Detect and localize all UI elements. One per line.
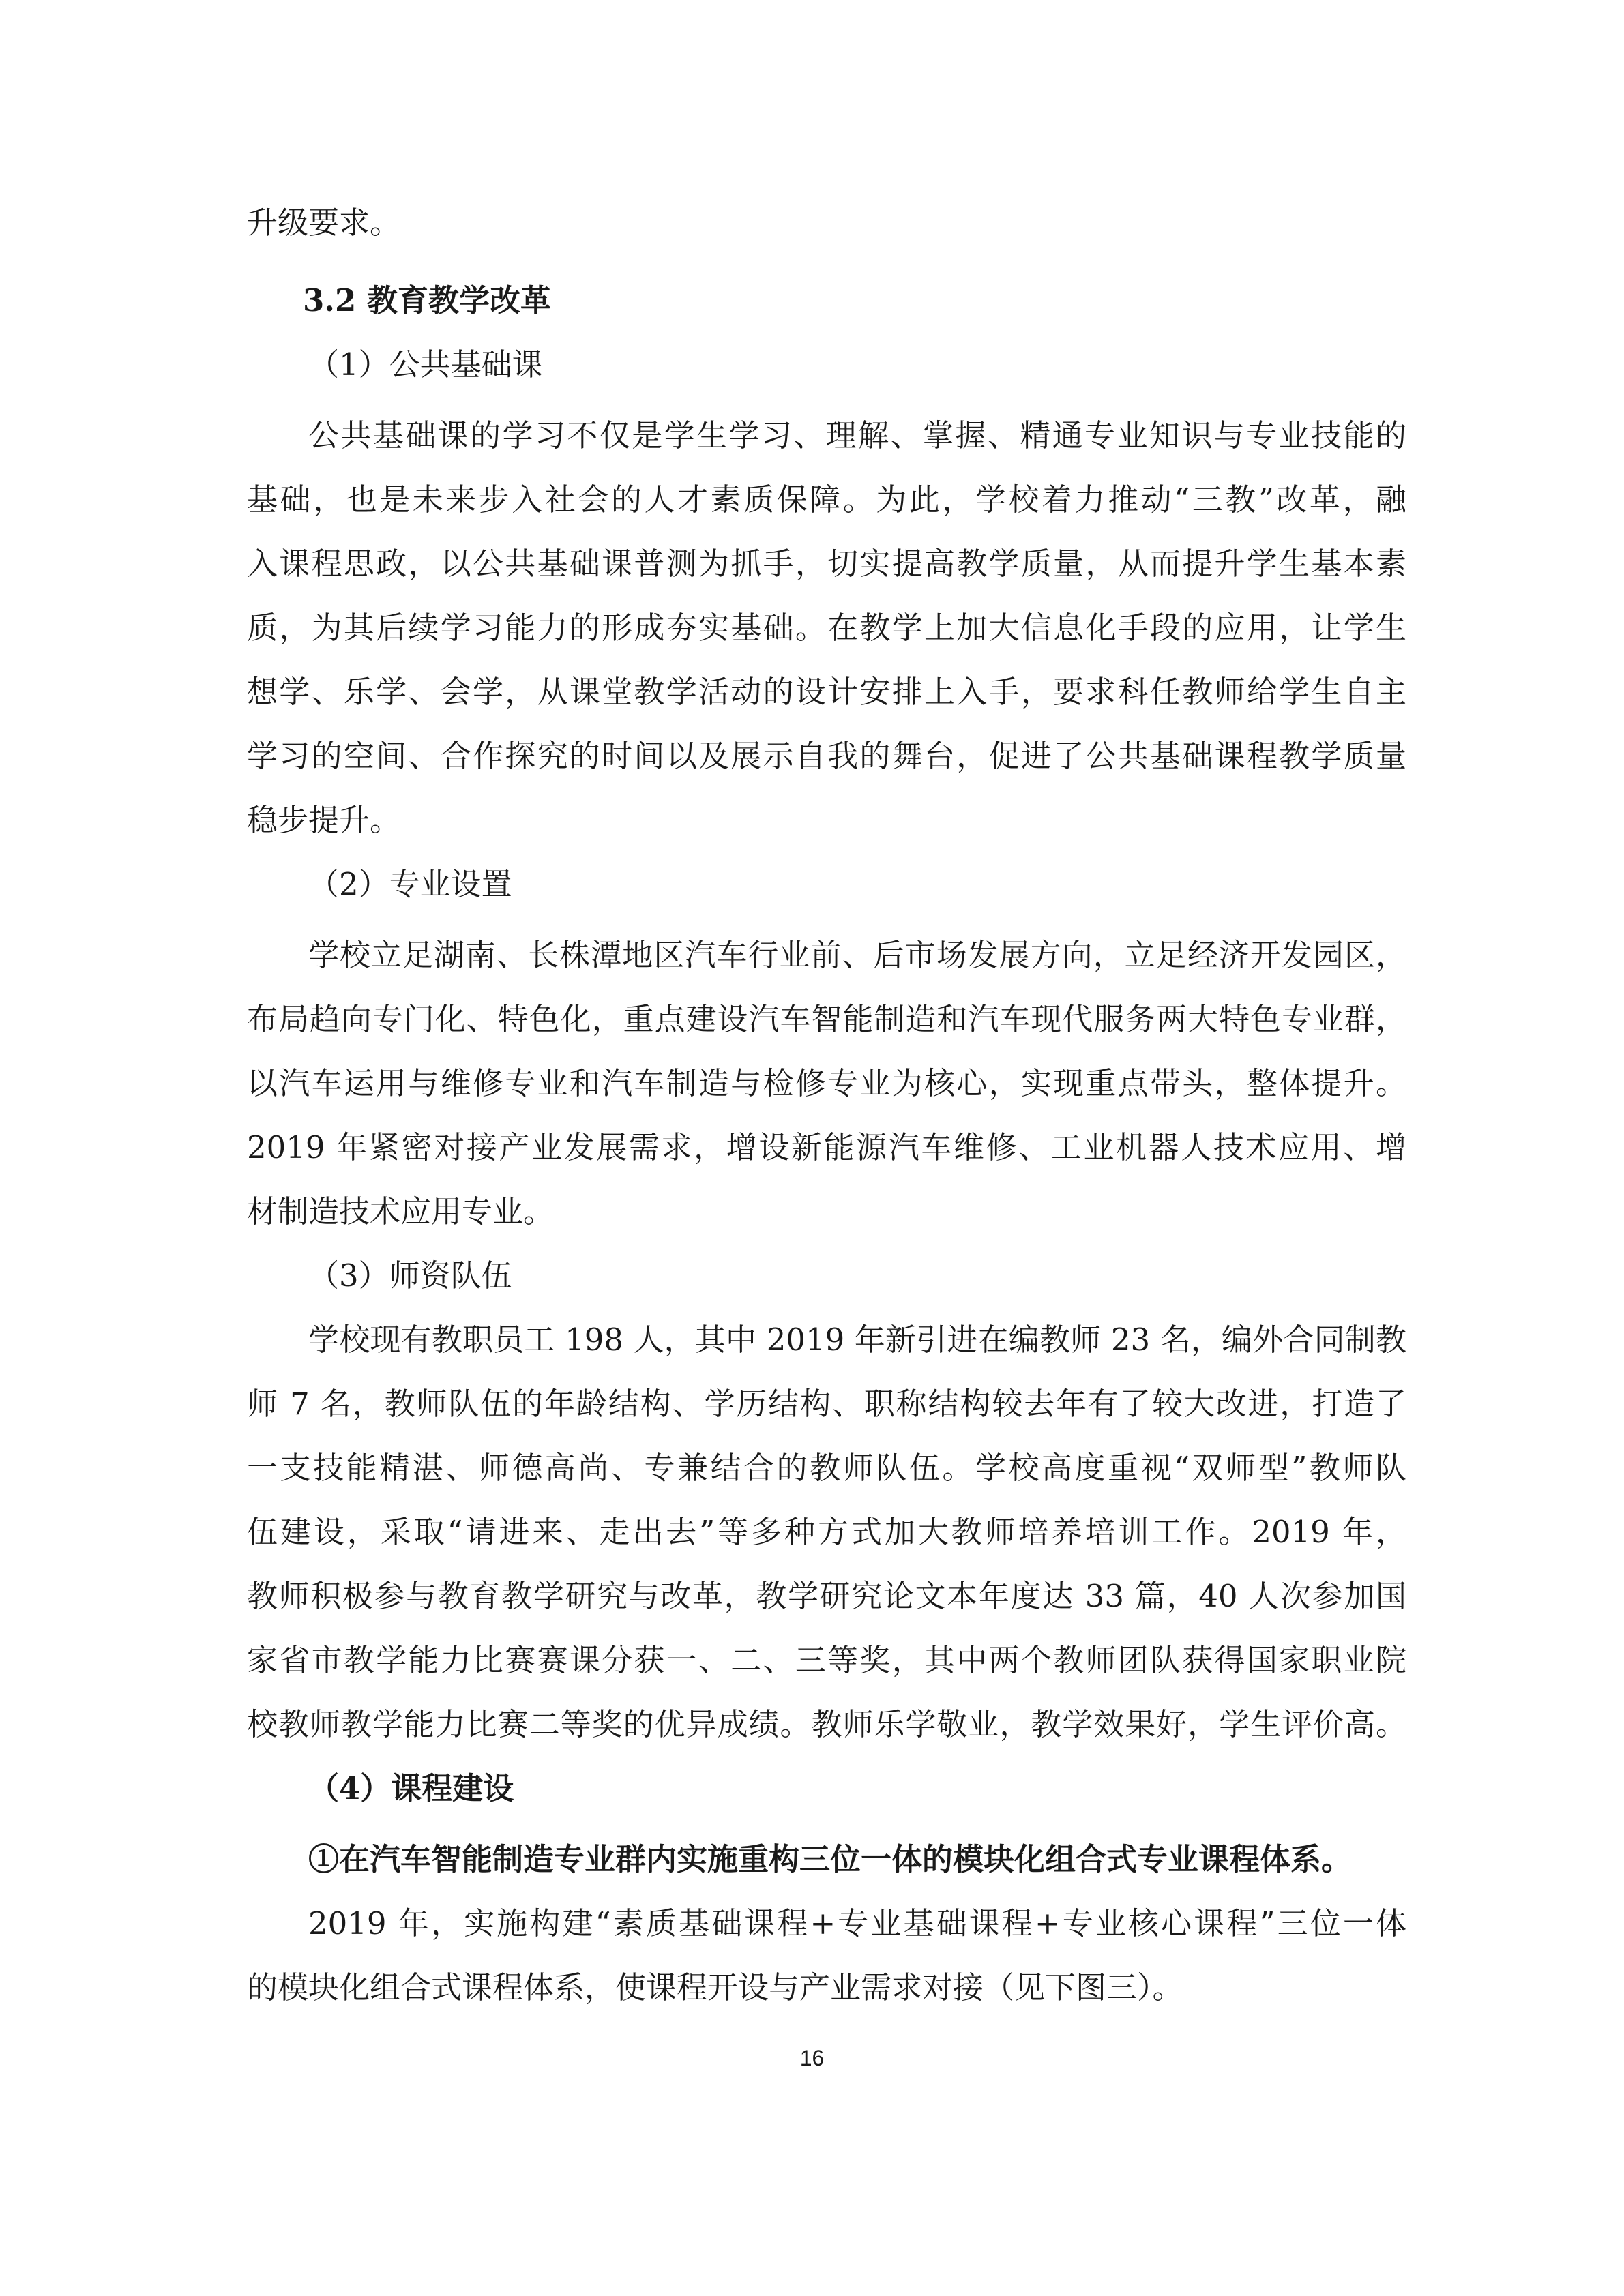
paragraph-line: 公共基础课的学习不仅是学生学习、理解、掌握、精通专业知识与专业技能的 bbox=[308, 417, 1406, 453]
paragraph-line: 师 7 名，教师队伍的年龄结构、学历结构、职称结构较去年有了较大改进，打造了 bbox=[247, 1386, 1406, 1422]
paragraph-line: 家省市教学能力比赛赛课分获一、二、三等奖，其中两个教师团队获得国家职业院 bbox=[247, 1642, 1406, 1678]
paragraph-line: 2019 年紧密对接产业发展需求，增设新能源汽车维修、工业机器人技术应用、增 bbox=[247, 1129, 1406, 1165]
paragraph-line: 教师积极参与教育教学研究与改革，教学研究论文本年度达 33 篇，40 人次参加国 bbox=[247, 1578, 1406, 1614]
paragraph-line: 稳步提升。 bbox=[247, 802, 401, 838]
document-body bbox=[247, 191, 1406, 2020]
paragraph-line: 校教师教学能力比赛二等奖的优异成绩。教师乐学敬业，教学效果好，学生评价高。 bbox=[247, 1706, 1406, 1742]
paragraph-line: 材制造技术应用专业。 bbox=[247, 1193, 555, 1229]
paragraph-line: 升级要求。 bbox=[247, 205, 401, 241]
subsection-heading: （3）师资队伍 bbox=[308, 1257, 512, 1294]
subsection-heading: （1）公共基础课 bbox=[308, 346, 543, 383]
paragraph-line: 学校现有教职员工 198 人，其中 2019 年新引进在编教师 23 名，编外合同制教 bbox=[308, 1322, 1406, 1358]
section-heading: 3.2 教育教学改革 bbox=[303, 282, 551, 318]
subsection-heading: （4）课程建设 bbox=[308, 1770, 514, 1806]
subsection-heading: （2）专业设置 bbox=[308, 866, 512, 902]
emphasis-heading: ①在汽车智能制造专业群内实施重构三位一体的模块化组合式专业课程体系。 bbox=[308, 1841, 1353, 1877]
paragraph-line: 学习的空间、合作探究的时间以及展示自我的舞台，促进了公共基础课程教学质量 bbox=[247, 738, 1406, 774]
paragraph-line: 2019 年，实施构建“素质基础课程+专业基础课程+专业核心课程”三位一体 bbox=[308, 1905, 1406, 1941]
paragraph-line: 想学、乐学、会学，从课堂教学活动的设计安排上入手，要求科任教师给学生自主 bbox=[247, 674, 1406, 710]
paragraph-line: 布局趋向专门化、特色化，重点建设汽车智能制造和汽车现代服务两大特色专业群， bbox=[247, 1001, 1406, 1037]
paragraph-line: 质，为其后续学习能力的形成夯实基础。在教学上加大信息化手段的应用，让学生 bbox=[247, 610, 1406, 646]
paragraph-line: 伍建设，采取“请进来、走出去”等多种方式加大教师培养培训工作。2019 年， bbox=[247, 1514, 1406, 1550]
paragraph-line: 基础，也是未来步入社会的人才素质保障。为此，学校着力推动“三教”改革，融 bbox=[247, 481, 1406, 518]
paragraph-line: 入课程思政，以公共基础课普测为抓手，切实提高教学质量，从而提升学生基本素 bbox=[247, 546, 1406, 582]
paragraph-line: 以汽车运用与维修专业和汽车制造与检修专业为核心，实现重点带头，整体提升。 bbox=[247, 1065, 1406, 1101]
page-number: 16 bbox=[799, 2046, 825, 2070]
paragraph-line: 学校立足湖南、长株潭地区汽车行业前、后市场发展方向，立足经济开发园区， bbox=[308, 937, 1406, 973]
paragraph-line: 一支技能精湛、师德高尚、专兼结合的教师队伍。学校高度重视“双师型”教师队 bbox=[247, 1450, 1406, 1486]
paragraph-line: 的模块化组合式课程体系，使课程开设与产业需求对接（见下图三）。 bbox=[247, 1969, 1183, 2006]
